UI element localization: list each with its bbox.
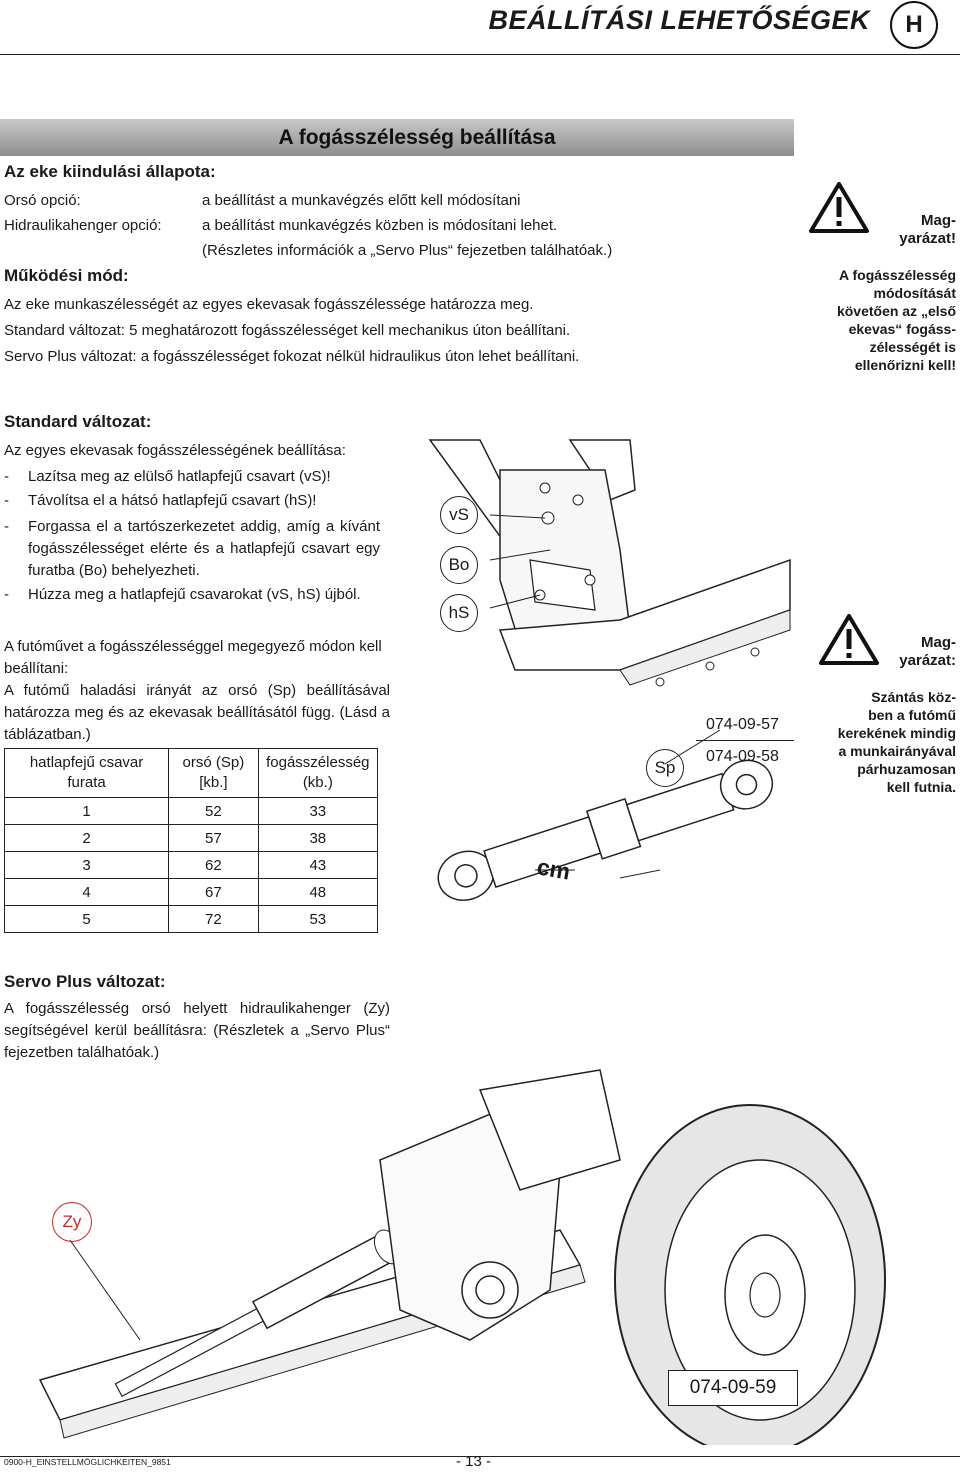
wheel-assembly-figure [0,1050,960,1445]
warning-1-line: követően az „első [836,303,956,319]
section-banner-title: A fogásszélesség beállítása [278,125,556,149]
warning-2-heading [856,634,956,670]
footer-doc-id: 0900-H_EINSTELLMÖGLICHKEITEN_9851 [4,1457,171,1467]
warning-2-line: Szántás köz- [871,689,956,705]
figure-code-3: 074-09-59 [668,1370,798,1406]
warning-1-heading-line-1: Mag- [921,212,956,229]
table-cell: 62 [169,852,259,879]
table-cell: 38 [258,825,377,852]
operation-line-1: Az eke munkaszélességét az egyes ekevasak fogásszélessége határozza meg. [4,296,534,313]
warning-2-line: párhuzamosan [857,761,956,777]
warning-1-heading [856,212,956,248]
table-cell: 48 [258,879,377,906]
table-header-row [5,749,378,798]
table-cell: 1 [5,798,169,825]
header-divider [0,54,960,55]
warning-1-line: ekevas“ fogáss- [848,321,956,337]
section-banner [0,119,794,156]
warning-2-line: kerekének mindig [837,725,956,741]
option-label-spindle: Orsó opció: [4,192,81,209]
option-note: (Részletes információk a „Servo Plus“ fejezetben találhatóak.) [202,242,613,259]
table-cell: 52 [169,798,259,825]
direction-text: A futómű haladási irányát az orsó (Sp) beállításával határozza meg és az ekevasak beállításától függ. (Lásd a táblázatban.) [4,682,390,743]
warning-2-line: ben a futómű [868,707,956,723]
table-header-cell: fogásszélesség (kb.) [258,749,377,798]
step-bullet: - [4,518,9,535]
table-header-cell: orsó (Sp) [kb.] [169,749,259,798]
option-text-hydraulic: a beállítást munkavégzés közben is módosítani lehet. [202,217,558,234]
table-cell: 3 [5,852,169,879]
page-header-title: BEÁLLÍTÁSI LEHETŐSÉGEK [488,5,870,35]
label-hs: hS [440,594,478,632]
step-3: Forgassa el a tartószerkezetet addig, amíg a kívánt fogásszélességet elérte és a hatlapfejű csavart egy furatba (Bo) behelyezheti. [28,518,380,579]
table-row [5,906,378,933]
warning-2-body [796,688,956,796]
figure-code-1: 074-09-57 [706,716,779,733]
table-cell: 4 [5,879,169,906]
figure-code-2: 074-09-58 [706,748,779,765]
chassis-text: A futóművet a fogásszélességgel megegyező módon kell beállítani: [4,638,382,677]
label-cm: cm [535,853,573,885]
warning-2-line: kell futnia. [886,779,956,795]
warning-1-heading-line-2: yarázat! [899,230,956,247]
operation-line-3: Servo Plus változat: a fogásszélességet fokozat nélkül hidraulikus úton lehet beállítani. [4,348,580,365]
table-cell: 53 [258,906,377,933]
table-cell: 33 [258,798,377,825]
warning-1-body [796,266,956,374]
step-1: Lazítsa meg az elülső hatlapfejű csavart (vS)! [28,468,331,485]
table-row [5,798,378,825]
table-cell: 67 [169,879,259,906]
option-label-hydraulic: Hidraulikahenger opció: [4,217,162,234]
standard-intro: Az egyes ekevasak fogásszélességének beállítása: [4,442,346,459]
table-cell: 5 [5,906,169,933]
step-bullet: - [4,586,9,603]
table-row [5,879,378,906]
label-zy: Zy [52,1202,92,1242]
table-cell: 72 [169,906,259,933]
setting-table [4,748,378,933]
table-row [5,825,378,852]
operation-heading: Működési mód: [4,266,129,285]
warning-2-line: a munkairányával [838,743,956,759]
label-sp: Sp [646,749,684,787]
step-bullet: - [4,468,9,485]
table-cell: 57 [169,825,259,852]
initial-state-heading: Az eke kiindulási állapota: [4,162,216,181]
warning-1-line: zélességét is [869,339,956,355]
label-vs: vS [440,496,478,534]
standard-heading: Standard változat: [4,412,152,431]
option-text-spindle: a beállítást a munkavégzés előtt kell módosítani [202,192,521,209]
step-bullet: - [4,492,9,509]
page-number: - 13 - [456,1453,492,1470]
plough-bracket-figure [420,430,800,940]
table-row [5,852,378,879]
table-header-cell: hatlapfejű csavar furata [5,749,169,798]
step-4: Húzza meg a hatlapfejű csavarokat (vS, hS) újból. [28,586,361,603]
section-letter-badge: H [890,1,938,49]
servo-heading: Servo Plus változat: [4,972,166,991]
label-bo: Bo [440,546,478,584]
warning-2-heading-line-1: Mag- [921,634,956,651]
warning-1-line: ellenőrizni kell! [854,357,956,373]
table-cell: 2 [5,825,169,852]
step-2: Távolítsa el a hátsó hatlapfejű csavart (hS)! [28,492,317,509]
table-cell: 43 [258,852,377,879]
operation-line-2: Standard változat: 5 meghatározott fogásszélességet kell mechanikus úton beállítani. [4,322,571,339]
warning-1-line: módosítását [873,285,956,301]
warning-2-heading-line-2: yarázat: [899,652,956,669]
figure-code-divider [696,740,794,741]
servo-text: A fogásszélesség orsó helyett hidraulikahenger (Zy) segítségével kerül beállításra: (Részletek a „Servo Plus“ fejezetben találhatóak.) [4,1000,390,1061]
warning-1-line: A fogásszélesség [839,267,956,283]
